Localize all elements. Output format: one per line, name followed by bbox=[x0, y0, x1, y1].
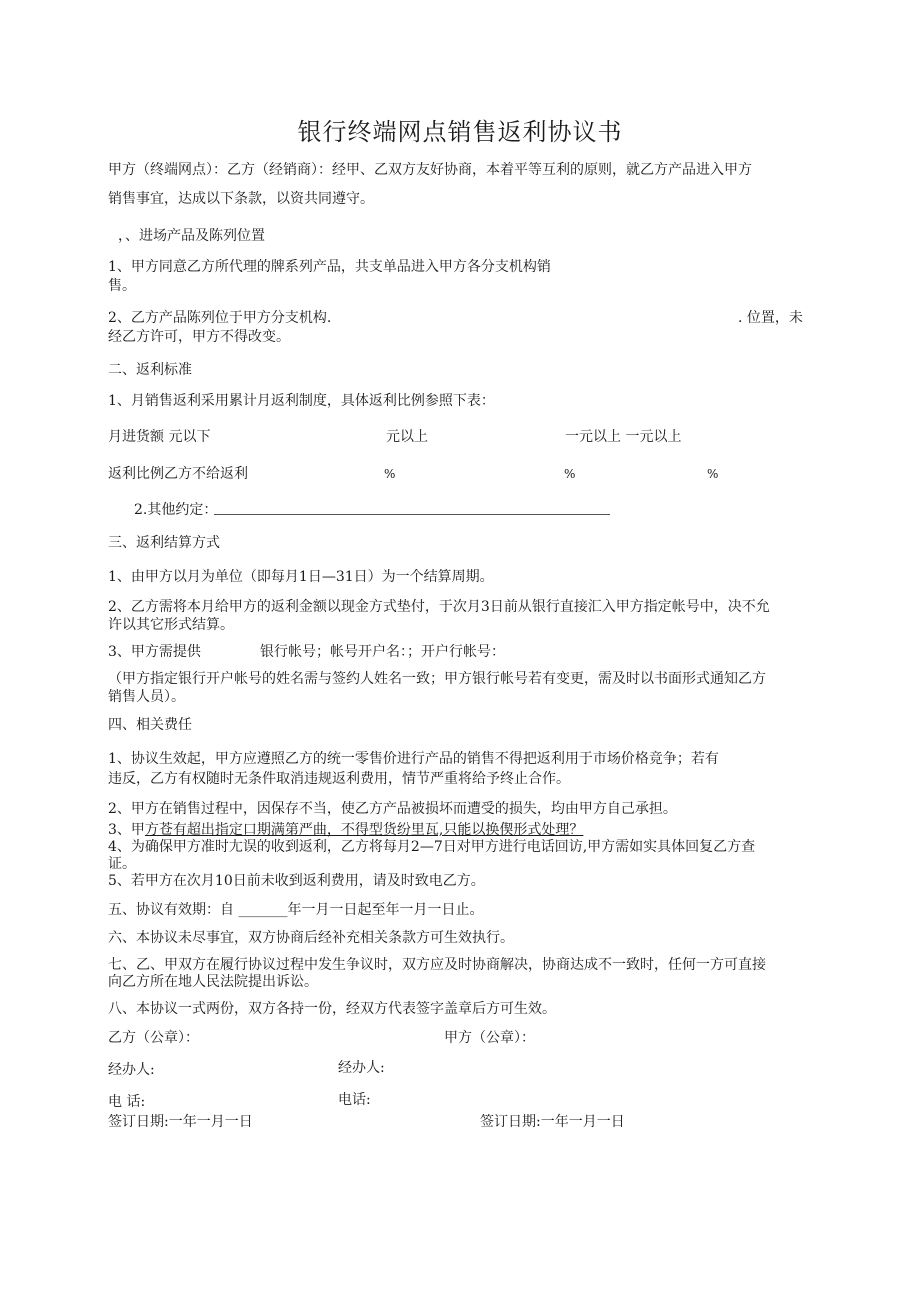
section-2-para-1: 1、月销售返利采用累计月返利制度，具体返利比例参照下表： bbox=[108, 393, 495, 409]
section-4-para-4b: 证。 bbox=[108, 856, 136, 872]
section-1-para-2b: 经乙方许可，甲方不得改变。 bbox=[108, 329, 290, 345]
party-b-seal-label: 乙方（公章）： bbox=[108, 1030, 199, 1046]
section-4-para-3 bbox=[108, 821, 583, 839]
section-8: 八、本协议一式两份，双方各持一份，经双方代表签字盖章后方可生效。 bbox=[108, 1001, 556, 1017]
document-title: 银行终端网点销售返利协议书 bbox=[297, 118, 623, 146]
party-a-seal-label: 甲方（公章）： bbox=[444, 1030, 535, 1046]
section-3-para-2b: 许以其它形式结算。 bbox=[108, 617, 234, 633]
section-4-para-4a: 4、为确保甲方准时尢误的收到返利，乙方将每月2—7日对甲方进行电话回访,甲方需如实具体回复乙方查 bbox=[108, 839, 756, 855]
section-6: 六、本协议未尽事宜，双方协商后经补充相关条款方可生效执行。 bbox=[108, 930, 514, 946]
party-a-agent-label: 经办人: bbox=[338, 1060, 385, 1076]
section-3-note-b: 销售人员）。 bbox=[108, 689, 185, 705]
party-b-sign-date: 签订日期:一年一月一日 bbox=[108, 1114, 253, 1130]
party-b-phone-label: 电 话: bbox=[108, 1094, 146, 1110]
table-row-2-col-1: 返利比例乙方不给返利 bbox=[108, 466, 248, 482]
party-a-sign-date: 签订日期:一年一月一日 bbox=[480, 1114, 625, 1130]
section-7b: 向乙方所在地人民法院提出诉讼。 bbox=[108, 974, 318, 990]
section-4-para-2: 2、甲方在销售过程中，因保存不当，使乙方产品被损坏而遭受的损失，均由甲方自己承担。 bbox=[108, 801, 677, 817]
section-3-note-a: （甲方指定银行开户帐号的姓名需与签约人姓名一致；甲方银行帐号若有变更，需及时以书面形式通知乙方 bbox=[108, 671, 766, 687]
section-3-heading: 三、返利结算方式 bbox=[108, 535, 220, 551]
table-row-2-col-3: % bbox=[564, 467, 576, 481]
table-row-1-col-2: 元以上 bbox=[386, 429, 428, 445]
intro-line-1: 甲方（终端网点）：乙方（经销商）：经甲、乙双方友好协商，本着平等互利的原则，就乙方产品进入甲方 bbox=[108, 162, 752, 178]
section-4-para-3-lead: 3、甲 bbox=[108, 822, 145, 838]
table-row-2-col-2: % bbox=[384, 467, 396, 481]
section-1-para-1b: 售。 bbox=[108, 278, 136, 294]
section-7a: 七、乙、甲双方在履行协议过程中发生争议时，双方应及时协商解决，协商达成不一致时，任何一方可直接 bbox=[108, 957, 766, 973]
section-4-para-1a: 1、协议生效起，甲方应遵照乙方的统一零售价进行产品的销售不得把返利用于市场价格竞争；若有 bbox=[108, 751, 719, 767]
section-1-para-2a-left: 2、乙方产品陈列位于甲方分支机构. bbox=[108, 310, 332, 326]
table-row-1-col-1: 月进货额 元以下 bbox=[108, 429, 211, 445]
section-4-para-1b: 违反，乙方有权随时无条件取消违规返利费用，情节严重将给予终止合作。 bbox=[108, 771, 570, 787]
section-3-para-3-left: 3、甲方需提供 bbox=[108, 644, 201, 660]
section-5: 五、协议有效期：自 _______年一月一日起至年一月一日止。 bbox=[108, 902, 484, 918]
section-2-heading: 二、返利标准 bbox=[108, 362, 192, 378]
section-3-para-3-right: 银行帐号；帐号开户名：；开户行帐号： bbox=[260, 644, 505, 660]
intro-line-2: 销售事宜，达成以下条款，以资共同遵守。 bbox=[108, 191, 374, 207]
section-3-para-1: 1、由甲方以月为单位（即每月1日—31日）为一个结算周期。 bbox=[108, 569, 494, 585]
section-1-para-2a-right: . 位置，未 bbox=[738, 310, 803, 326]
section-4-heading: 四、相关费任 bbox=[108, 717, 192, 733]
blank-line-other-terms bbox=[214, 514, 610, 515]
section-1-heading: ，、进场产品及陈列位置 bbox=[118, 228, 265, 244]
table-row-1-col-3: 一元以上 一元以上 bbox=[565, 429, 682, 445]
section-4-para-5: 5、若甲方在次月10日前未收到返利费用，请及时致电乙方。 bbox=[108, 873, 485, 889]
party-a-phone-label: 电话: bbox=[338, 1092, 371, 1108]
party-b-agent-label: 经办人: bbox=[108, 1062, 155, 1078]
section-2-para-2: 2.其他约定： bbox=[134, 502, 218, 518]
section-4-para-3-underlined: 方苍有超出指定口期满第严曲，不得型货纷里瓦,只能以换偰形式处理？ bbox=[144, 822, 584, 838]
table-row-2-col-4: % bbox=[707, 467, 719, 481]
section-1-para-1a: 1、甲方同意乙方所代理的牌系列产品，共支单品进入甲方各分支机构销 bbox=[108, 259, 551, 275]
section-3-para-2a: 2、乙方需将本月给甲方的返利金额以现金方式垫付，于次月3日前从银行直接汇入甲方指定帐号中，决不允 bbox=[108, 599, 770, 615]
